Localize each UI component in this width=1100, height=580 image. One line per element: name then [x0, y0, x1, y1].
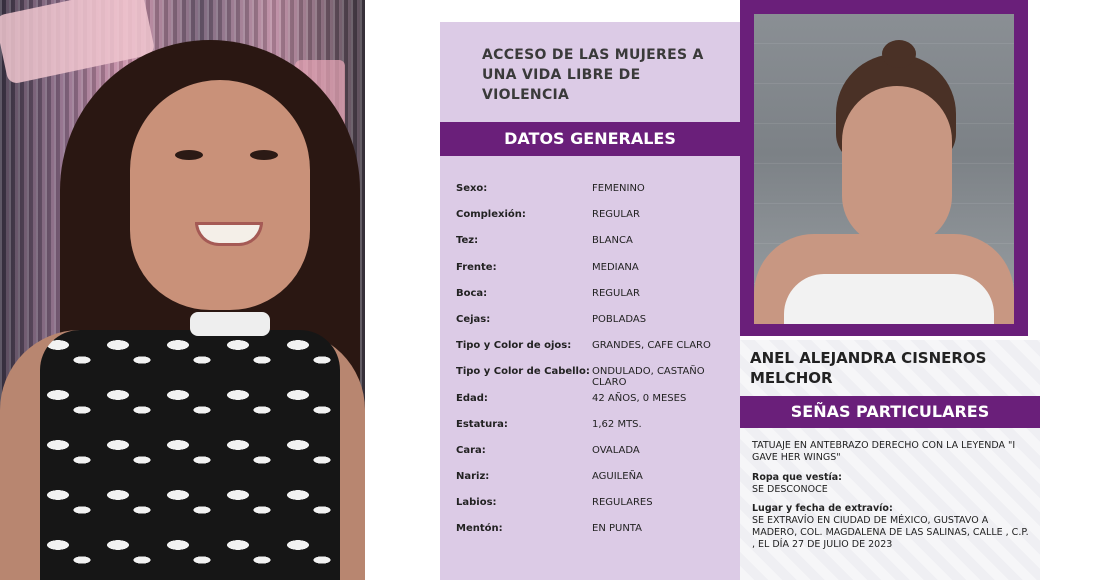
field-label: Boca: [456, 287, 488, 299]
portrait-photo-left [0, 0, 365, 580]
field-value: MEDIANA [592, 261, 639, 273]
field-label: Complexión: [456, 209, 526, 221]
field-value: REGULARES [592, 497, 653, 509]
field-row [456, 183, 740, 209]
field-value: 1,62 MTS. [592, 418, 642, 430]
field-label: Tipo y Color de ojos: [456, 340, 572, 352]
field-label: Tipo y Color de Cabello: [456, 366, 590, 378]
white-top [784, 274, 994, 324]
face [130, 80, 310, 310]
field-value: REGULAR [592, 209, 640, 221]
blouse-collar [190, 312, 270, 336]
field-row [456, 262, 740, 288]
field-label: Tez: [456, 235, 479, 247]
field-label: Cara: [456, 444, 486, 456]
field-value: AGUILEÑA [592, 471, 643, 483]
field-row [456, 366, 740, 392]
general-data-title: DATOS GENERALES [440, 122, 740, 156]
field-row [456, 209, 740, 235]
distinctive-marks-title: SEÑAS PARTICULARES [740, 396, 1040, 428]
field-value: ONDULADO, CASTAÑO CLARO [592, 366, 705, 389]
field-value: REGULAR [592, 287, 640, 299]
field-value: FEMENINO [592, 183, 645, 194]
missing-person-poster [440, 0, 1040, 580]
missing-person-photo-frame [740, 0, 1028, 336]
field-label: Edad: [456, 392, 488, 404]
field-row [456, 419, 740, 445]
right-eye [250, 150, 278, 160]
field-row [456, 340, 740, 366]
field-row [456, 288, 740, 314]
clothing-value: SE DESCONOCE [752, 484, 828, 495]
field-label: Frente: [456, 261, 497, 273]
field-label: Labios: [456, 497, 497, 509]
field-label: Nariz: [456, 471, 490, 483]
missing-person-photo [754, 14, 1014, 324]
field-row [456, 393, 740, 419]
left-eye [175, 150, 203, 160]
general-data-list [456, 183, 740, 550]
field-row [456, 471, 740, 497]
hair-bun [882, 40, 916, 68]
field-label: Sexo: [456, 183, 488, 194]
patterned-blouse [40, 330, 340, 580]
field-value: POBLADAS [592, 313, 647, 325]
distinctive-marks-details [752, 440, 1032, 558]
missing-person-name: ANEL ALEJANDRA CISNEROS MELCHOR [750, 349, 987, 387]
face [842, 86, 952, 246]
field-row [456, 445, 740, 471]
field-value: EN PUNTA [592, 523, 642, 535]
clothing-label: Ropa que vestía: [752, 472, 842, 483]
tattoo-description: TATUAJE EN ANTEBRAZO DERECHO CON LA LEYENDA "I GAVE HER WINGS" [752, 440, 1016, 463]
field-row [456, 235, 740, 261]
field-value: GRANDES, CAFE CLARO [592, 340, 711, 352]
field-row [456, 314, 740, 340]
field-value: 42 AÑOS, 0 MESES [592, 392, 687, 404]
field-label: Mentón: [456, 523, 503, 535]
missing-place-value: SE EXTRAVÍO EN CIUDAD DE MÉXICO, GUSTAVO A MADERO, COL. MAGDALENA DE LAS SALINAS, CALLE , C.P. , EL DÍA 27 DE JULIO DE 2023 [752, 515, 1029, 550]
field-label: Cejas: [456, 313, 491, 325]
missing-place-label: Lugar y fecha de extravío: [752, 503, 893, 514]
field-label: Estatura: [456, 418, 508, 430]
field-row [456, 497, 740, 523]
field-row [456, 523, 740, 549]
poster-heading: ACCESO DE LAS MUJERES A UNA VIDA LIBRE DE VIOLENCIA [482, 47, 704, 103]
field-value: OVALADA [592, 444, 640, 456]
field-value: BLANCA [592, 235, 633, 247]
